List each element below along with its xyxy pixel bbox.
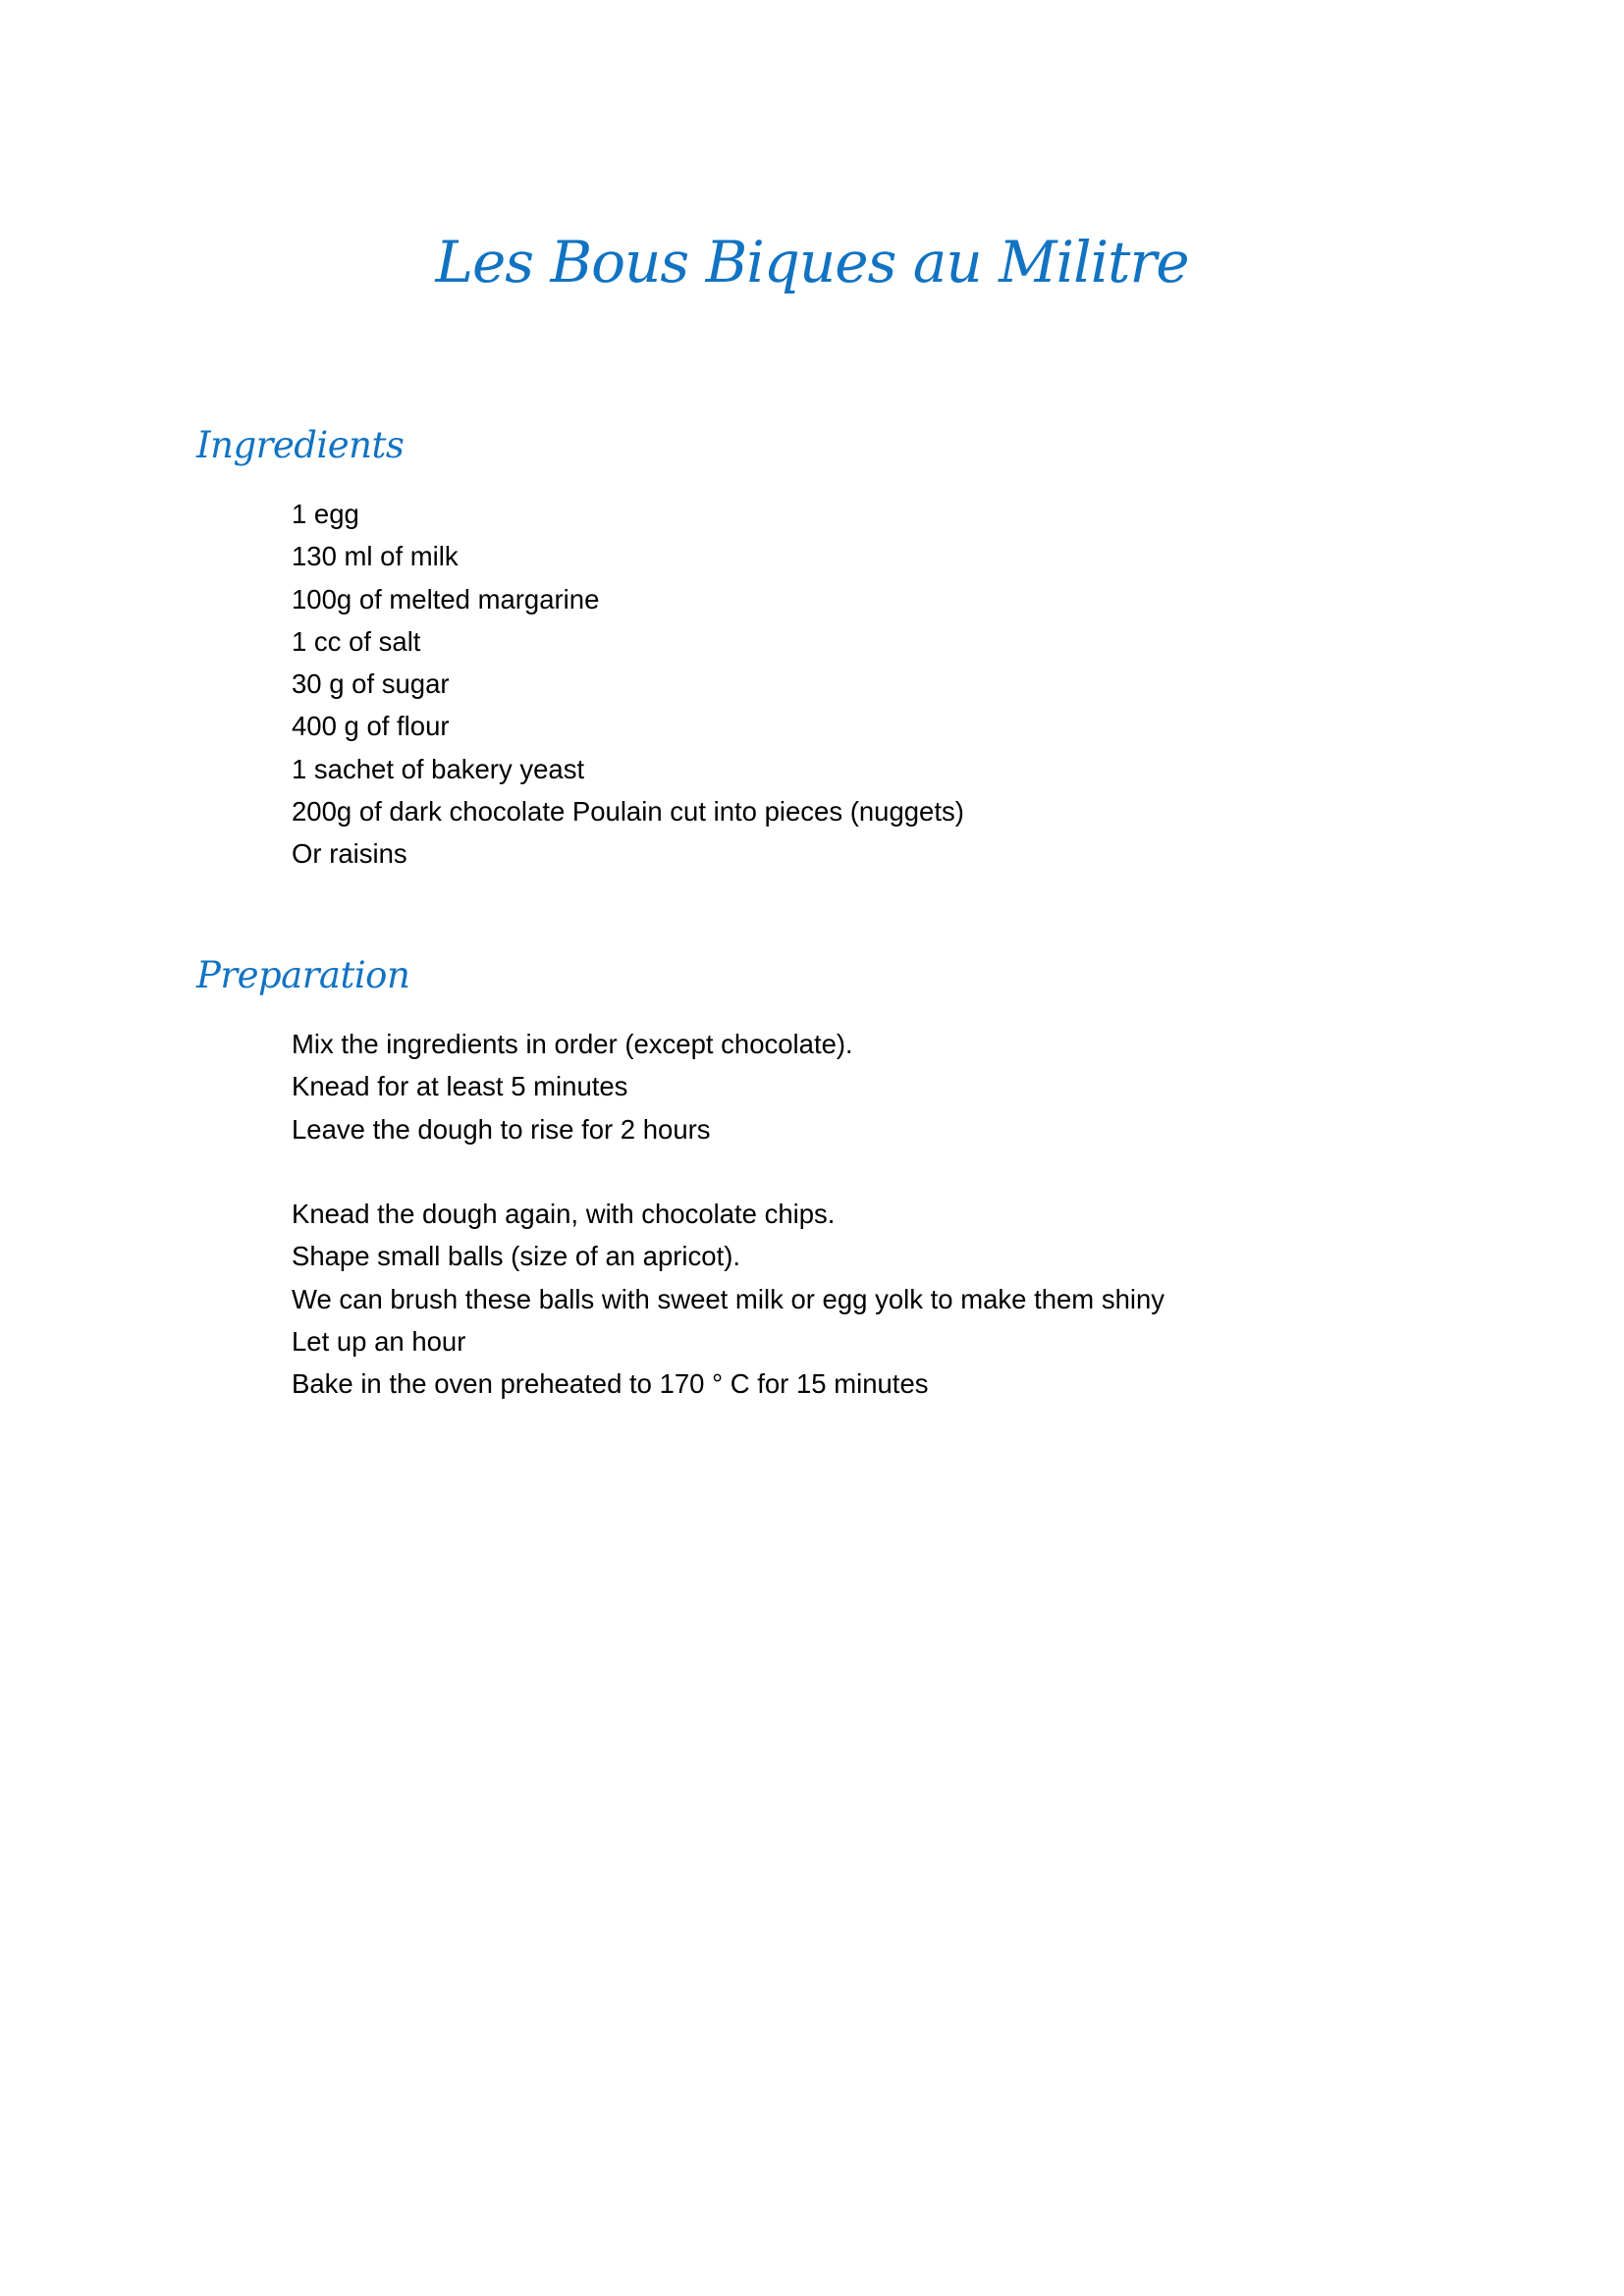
page-title: Les Bous Biques au Militre: [435, 229, 1189, 295]
preparation-step: Knead for at least 5 minutes: [292, 1071, 628, 1102]
ingredient-item: 1 sachet of bakery yeast: [292, 753, 585, 784]
ingredient-item: 1 egg: [292, 499, 359, 529]
preparation-heading: Preparation: [196, 954, 410, 996]
preparation-blank-line: [292, 1150, 1164, 1193]
preparation-step: Knead the dough again, with chocolate chips.: [292, 1199, 836, 1230]
preparation-step: Leave the dough to rise for 2 hours: [292, 1113, 711, 1145]
ingredient-item: 130 ml of milk: [292, 541, 459, 572]
ingredient-item: 100g of melted margarine: [292, 583, 600, 614]
ingredient-item: Or raisins: [292, 838, 407, 870]
preparation-step: Shape small balls (size of an apricot).: [292, 1241, 741, 1272]
ingredient-item: 1 cc of salt: [292, 625, 421, 657]
ingredient-item: 200g of dark chocolate Poulain cut into pieces (nuggets): [292, 796, 964, 828]
ingredient-item: 30 g of sugar: [292, 668, 450, 700]
preparation-step: Let up an hour: [292, 1326, 466, 1358]
ingredients-heading: Ingredients: [196, 424, 405, 466]
ingredient-item: 400 g of flour: [292, 711, 450, 742]
preparation-step: Bake in the oven preheated to 170 ° C for 15 minutes: [292, 1368, 929, 1400]
ingredients-list: [292, 493, 964, 876]
preparation-list: [292, 1023, 1164, 1406]
preparation-step: Mix the ingredients in order (except chocolate).: [292, 1029, 853, 1059]
preparation-step: We can brush these balls with sweet milk or egg yolk to make them shiny: [292, 1283, 1165, 1314]
